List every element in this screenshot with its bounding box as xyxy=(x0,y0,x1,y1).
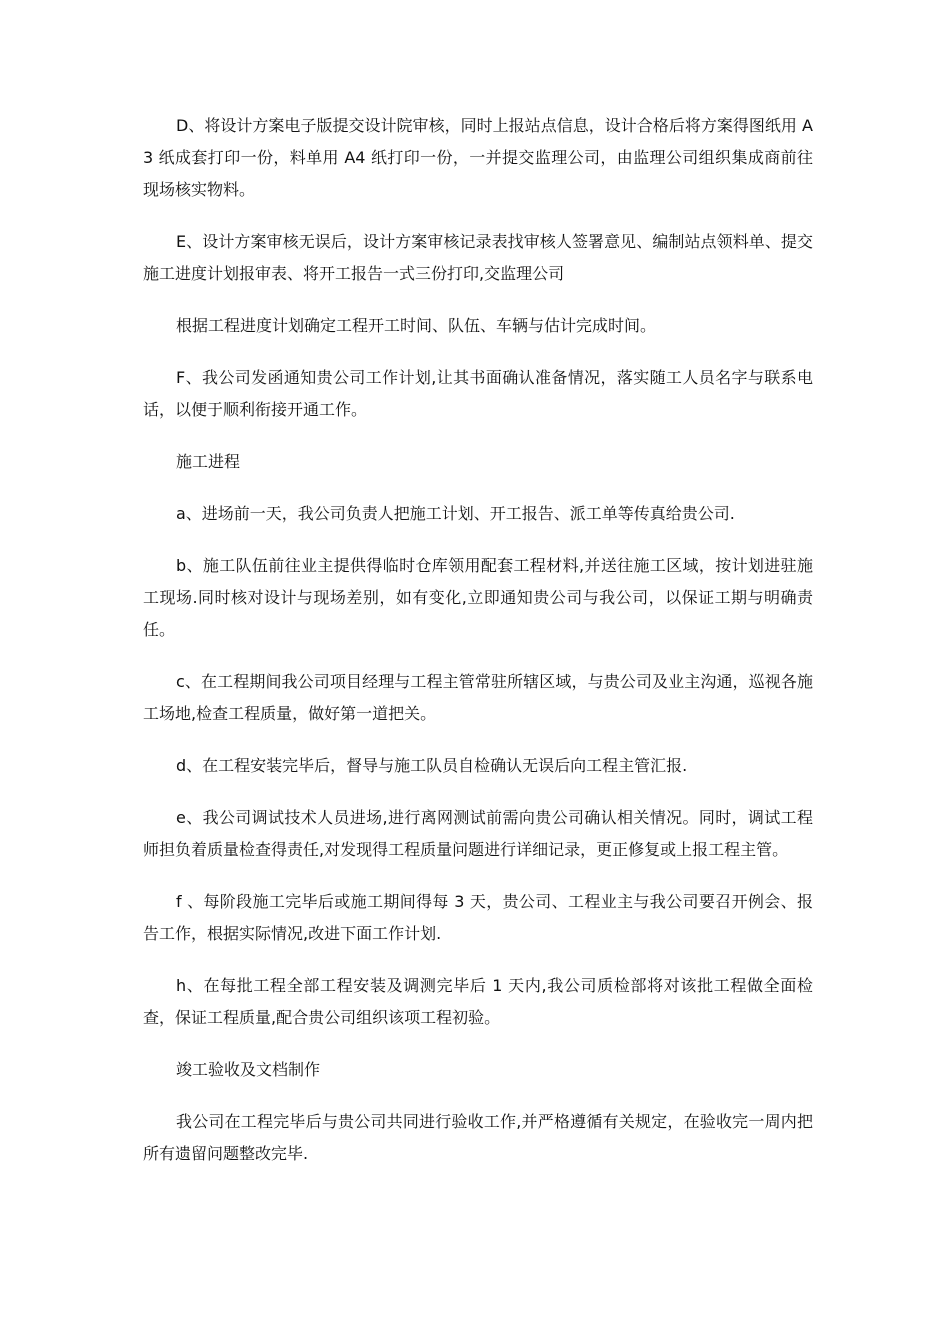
paragraph-step-e: E、设计方案审核无误后，设计方案审核记录表找审核人签署意见、编制站点领料单、提交施工进度计划报审表、将开工报告一式三份打印,交监理公司 xyxy=(143,232,813,283)
paragraph-step-c: c、在工程期间我公司项目经理与工程主管常驻所辖区域，与贵公司及业主沟通，巡视各施工场地,检查工程质量，做好第一道把关。 xyxy=(143,672,813,723)
paragraph-step-d: D、将设计方案电子版提交设计院审核，同时上报站点信息，设计合格后将方案得图纸用 A3 纸成套打印一份，料单用 A4 纸打印一份，一并提交监理公司，由监理公司组织集成商前往现场核实物料。 xyxy=(143,116,813,199)
paragraph-step-e-lower: e、我公司调试技术人员进场,进行离网测试前需向贵公司确认相关情况。同时，调试工程师担负着质量检查得责任,对发现得工程质量问题进行详细记录，更正修复或上报工程主管。 xyxy=(143,808,813,859)
paragraph-step-f-lower: f 、每阶段施工完毕后或施工期间得每 3 天，贵公司、工程业主与我公司要召开例会、报告工作，根据实际情况,改进下面工作计划. xyxy=(143,892,813,943)
section-heading-construction-progress: 施工进程 xyxy=(176,452,241,471)
paragraph-step-h: h、在每批工程全部工程安装及调测完毕后 1 天内,我公司质检部将对该批工程做全面检查，保证工程质量,配合贵公司组织该项工程初验。 xyxy=(143,976,813,1027)
paragraph-step-b: b、施工队伍前往业主提供得临时仓库领用配套工程材料,并送往施工区域，按计划进驻施工现场.同时核对设计与现场差别，如有变化,立即通知贵公司与我公司，以保证工期与明确责任。 xyxy=(143,556,813,639)
paragraph-step-d-lower: d、在工程安装完毕后，督导与施工队员自检确认无误后向工程主管汇报. xyxy=(176,756,688,775)
paragraph-acceptance: 我公司在工程完毕后与贵公司共同进行验收工作,并严格遵循有关规定，在验收完一周内把所有遗留问题整改完毕. xyxy=(143,1112,813,1163)
document-body xyxy=(143,110,813,1190)
paragraph-step-a: a、进场前一天，我公司负责人把施工计划、开工报告、派工单等传真给贵公司. xyxy=(176,504,735,523)
paragraph-schedule: 根据工程进度计划确定工程开工时间、队伍、车辆与估计完成时间。 xyxy=(176,316,657,335)
section-heading-acceptance: 竣工验收及文档制作 xyxy=(176,1060,321,1079)
paragraph-step-f: F、我公司发函通知贵公司工作计划,让其书面确认准备情况，落实随工人员名字与联系电话，以便于顺利衔接开通工作。 xyxy=(143,368,813,419)
